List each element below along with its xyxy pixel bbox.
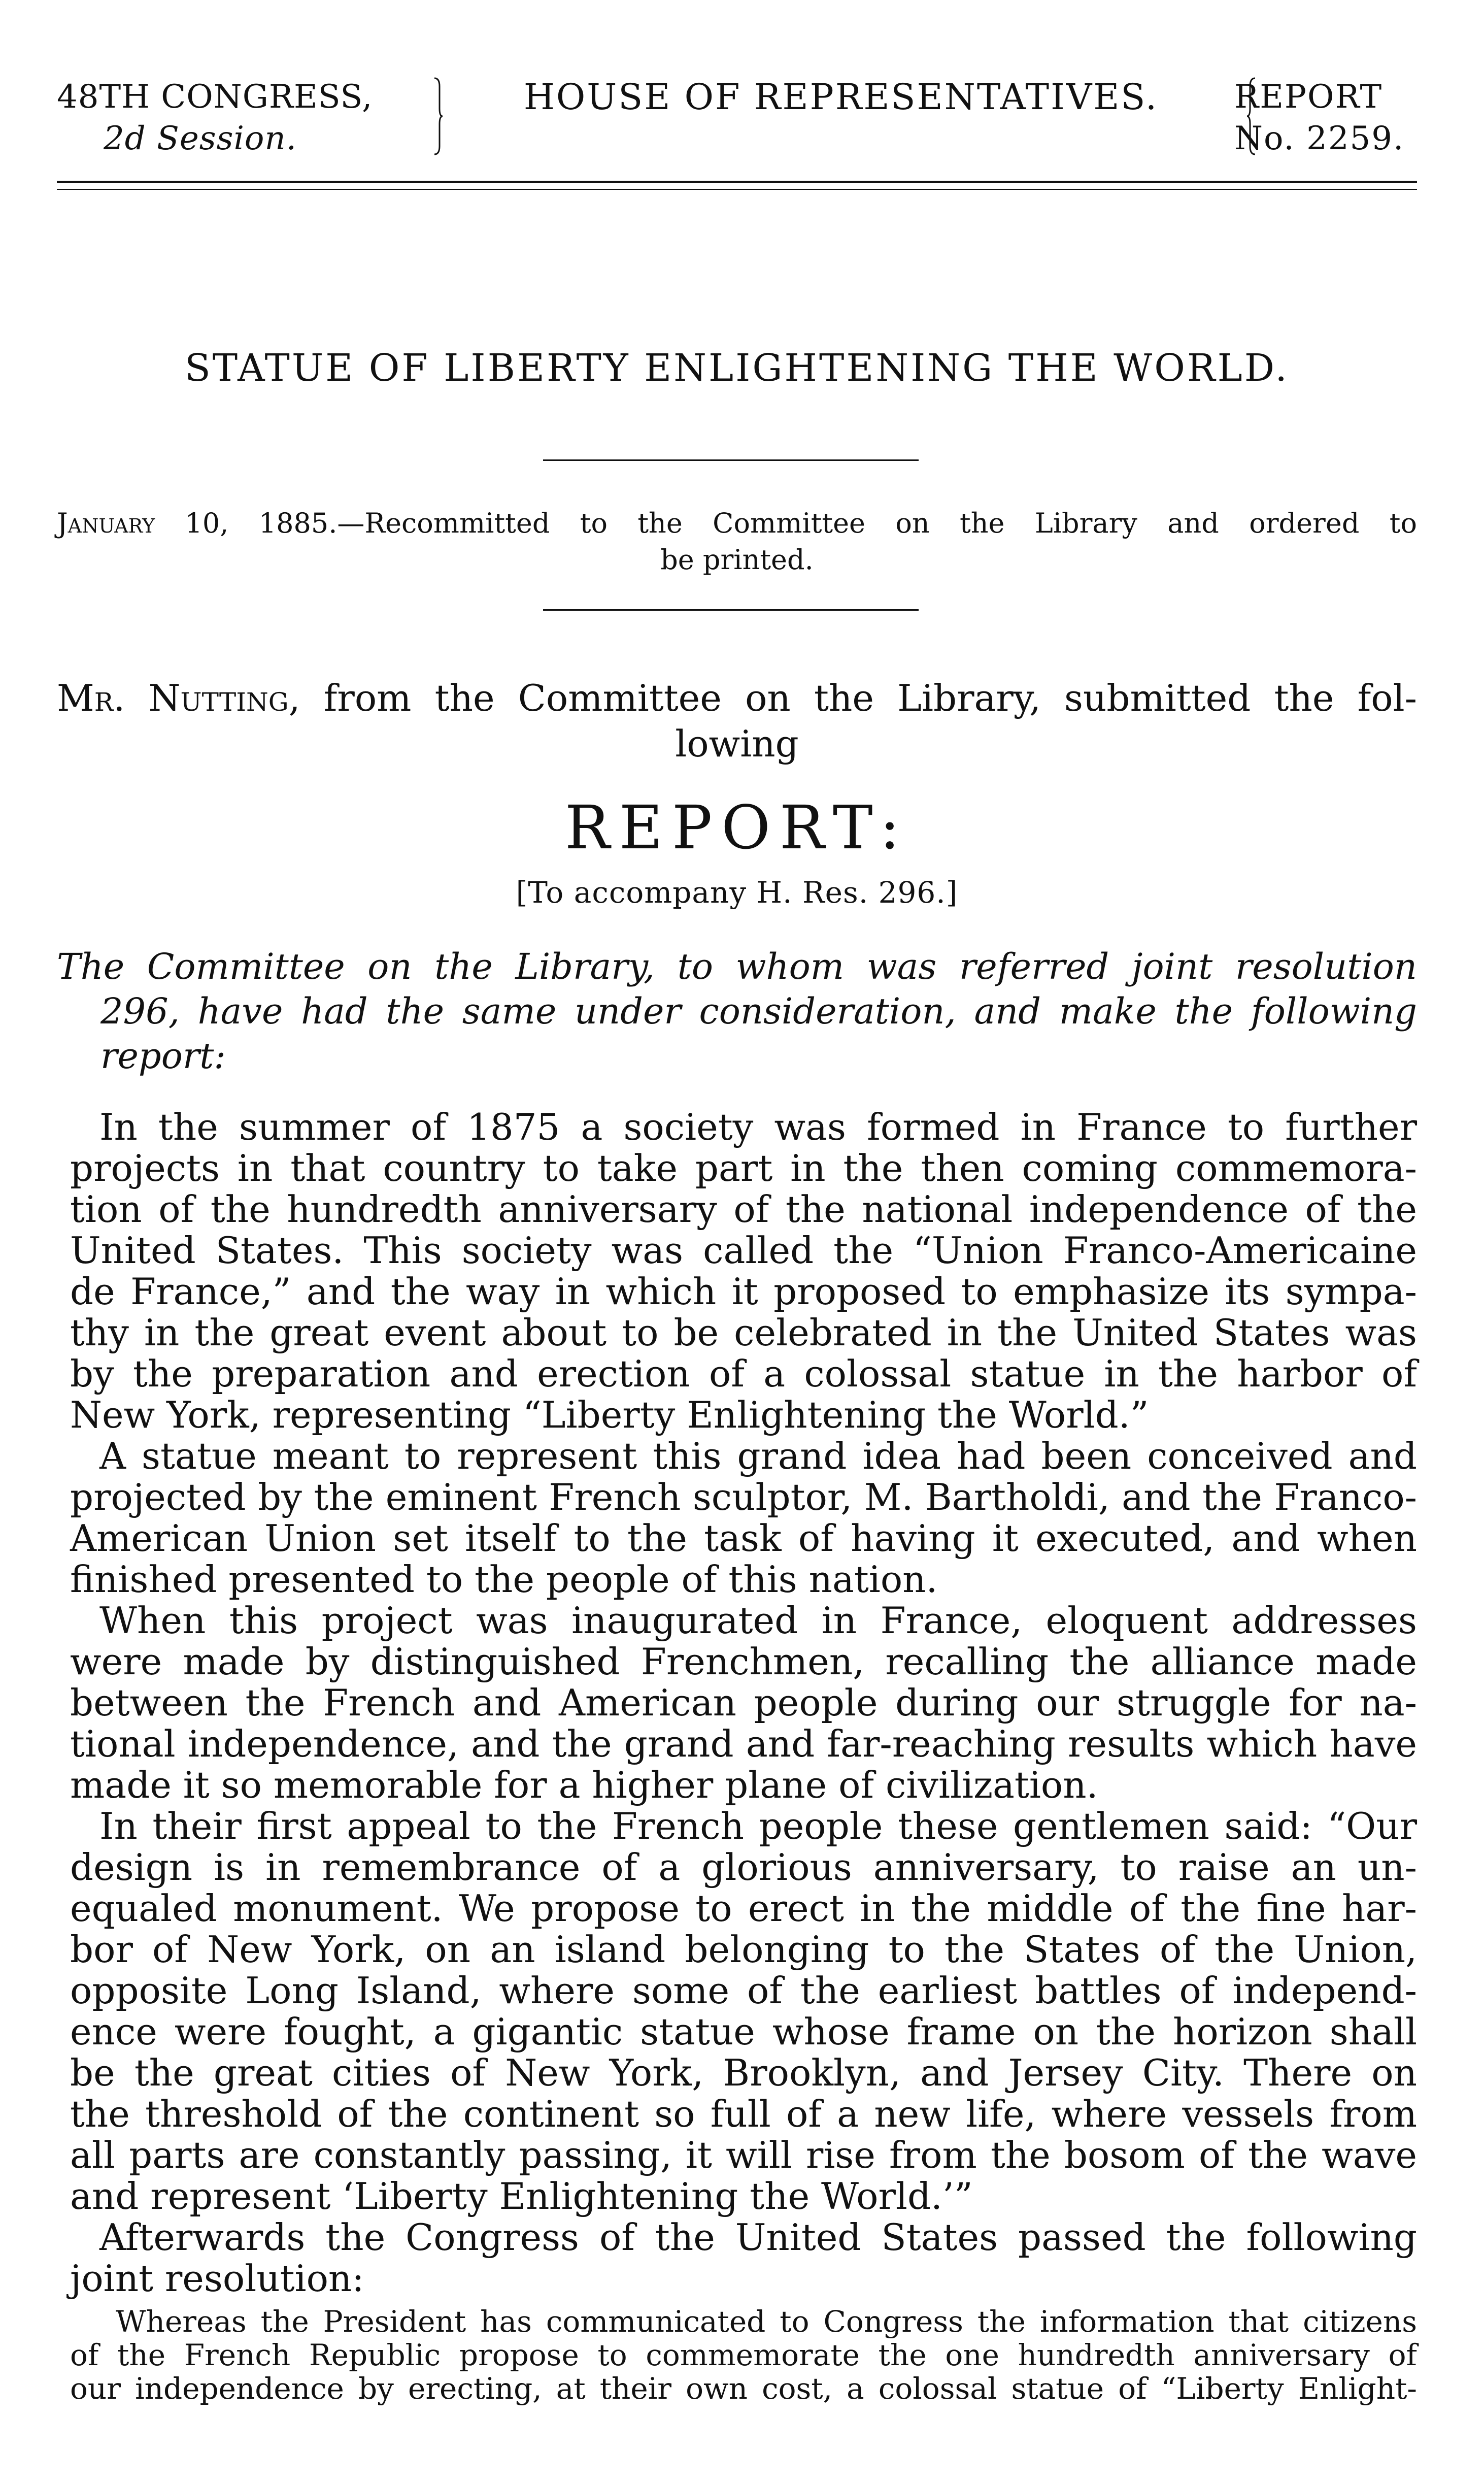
- quote-line: of the French Republic propose to commemorate the one hundredth anniversary of: [70, 2338, 1417, 2372]
- document-title: STATUE OF LIBERTY ENLIGHTENING THE WORLD.: [185, 346, 1289, 390]
- title-rule: [543, 459, 919, 461]
- date-line-continued: be printed.: [660, 544, 814, 576]
- report-body: [70, 1107, 1417, 2299]
- submitter-name: Mr. Nutting: [57, 677, 289, 719]
- body-line: by the preparation and erection of a colossal statue in the harbor of: [70, 1352, 1417, 1395]
- report-number-block: [1234, 76, 1417, 159]
- body-line: tion of the hundredth anniversary of the national independence of the: [70, 1188, 1417, 1231]
- body-line: design is in remembrance of a glorious anniversary, to raise an un-: [70, 1846, 1417, 1889]
- submitted-text: , from the Committee on the Library, submitted the fol-: [288, 677, 1417, 719]
- accompany-note: [To accompany H. Res. 296.]: [516, 875, 958, 910]
- header-double-rule: [57, 181, 1417, 190]
- joint-resolution-quote: [70, 2305, 1417, 2405]
- session-label: 2d Session.: [104, 120, 297, 157]
- house-label: HOUSE OF REPRESENTATIVES.: [523, 76, 1159, 118]
- date-rule: [543, 609, 919, 611]
- submitted-text-continued: lowing: [675, 722, 799, 765]
- body-line: were made by distinguished Frenchmen, recalling the alliance made: [70, 1640, 1417, 1683]
- body-line: United States. This society was called the “Union Franco-Americaine: [70, 1229, 1417, 1272]
- congress-session: [57, 76, 412, 159]
- body-line: finished presented to the people of this nation.: [70, 1558, 938, 1601]
- body-line: In the summer of 1875 a society was formed in France to further: [99, 1106, 1417, 1148]
- committee-intro-line: report:: [100, 1035, 226, 1077]
- report-heading: REPORT:: [564, 792, 909, 863]
- committee-intro: [57, 944, 1417, 1078]
- body-line: In their first appeal to the French people these gentlemen said: “Our: [99, 1805, 1417, 1847]
- body-line: Afterwards the Congress of the United States passed the following: [99, 2216, 1417, 2259]
- body-line: bor of New York, on an island belonging to the States of the Union,: [70, 1928, 1417, 1971]
- body-line: and represent ‘Liberty Enlightening the World.’”: [70, 2175, 973, 2217]
- report-date: January 10, 1885.: [57, 507, 338, 539]
- body-line: between the French and American people during our struggle for na-: [70, 1681, 1417, 1724]
- body-line: de France,” and the way in which it proposed to emphasize its sympa-: [70, 1270, 1417, 1313]
- body-line: projected by the eminent French sculptor, M. Bartholdi, and the Franco-: [70, 1476, 1417, 1518]
- body-line: the threshold of the continent so full of a new life, where vessels from: [70, 2093, 1417, 2135]
- body-line: tional independence, and the grand and far-reaching results which have: [70, 1723, 1417, 1765]
- left-brace-icon: [432, 76, 443, 156]
- quote-line: our independence by erecting, at their own cost, a colossal statue of “Liberty Enlight-: [70, 2371, 1417, 2406]
- body-line: A statue meant to represent this grand idea had been conceived and: [99, 1435, 1417, 1477]
- body-line: made it so memorable for a higher plane of civilization.: [70, 1764, 1098, 1806]
- congress-label: 48TH CONGRESS,: [57, 78, 373, 116]
- date-line: [57, 505, 1417, 542]
- body-line: thy in the great event about to be celebrated in the United States was: [70, 1311, 1417, 1354]
- body-line: equaled monument. We propose to erect in the middle of the fine har-: [70, 1887, 1417, 1930]
- body-line: New York, representing “Liberty Enlightening the World.”: [70, 1394, 1149, 1436]
- body-line: all parts are constantly passing, it will rise from the bosom of the wave: [70, 2134, 1417, 2176]
- body-line: joint resolution:: [70, 2257, 364, 2300]
- quote-line: Whereas the President has communicated to Congress the information that citizens: [116, 2304, 1417, 2339]
- body-line: ence were fought, a gigantic statue whose frame on the horizon shall: [70, 2010, 1417, 2053]
- body-line: When this project was inaugurated in France, eloquent addresses: [99, 1599, 1417, 1642]
- body-line: opposite Long Island, where some of the earliest battles of independ-: [70, 1969, 1417, 2012]
- report-number: No. 2259.: [1234, 120, 1405, 157]
- submitted-by: [57, 675, 1417, 767]
- committee-intro-line: 296, have had the same under consideration, and make the following: [100, 990, 1417, 1032]
- body-line: projects in that country to take part in the then coming commemora-: [70, 1147, 1417, 1189]
- report-label: REPORT: [1234, 78, 1383, 116]
- document-header: [57, 76, 1417, 157]
- committee-intro-line: The Committee on the Library, to whom was referred joint resolution: [57, 946, 1417, 987]
- date-line-text: —Recommitted to the Committee on the Library and ordered to: [337, 507, 1417, 539]
- body-line: American Union set itself to the task of having it executed, and when: [70, 1517, 1417, 1560]
- body-line: be the great cities of New York, Brooklyn, and Jersey City. There on: [70, 2051, 1417, 2094]
